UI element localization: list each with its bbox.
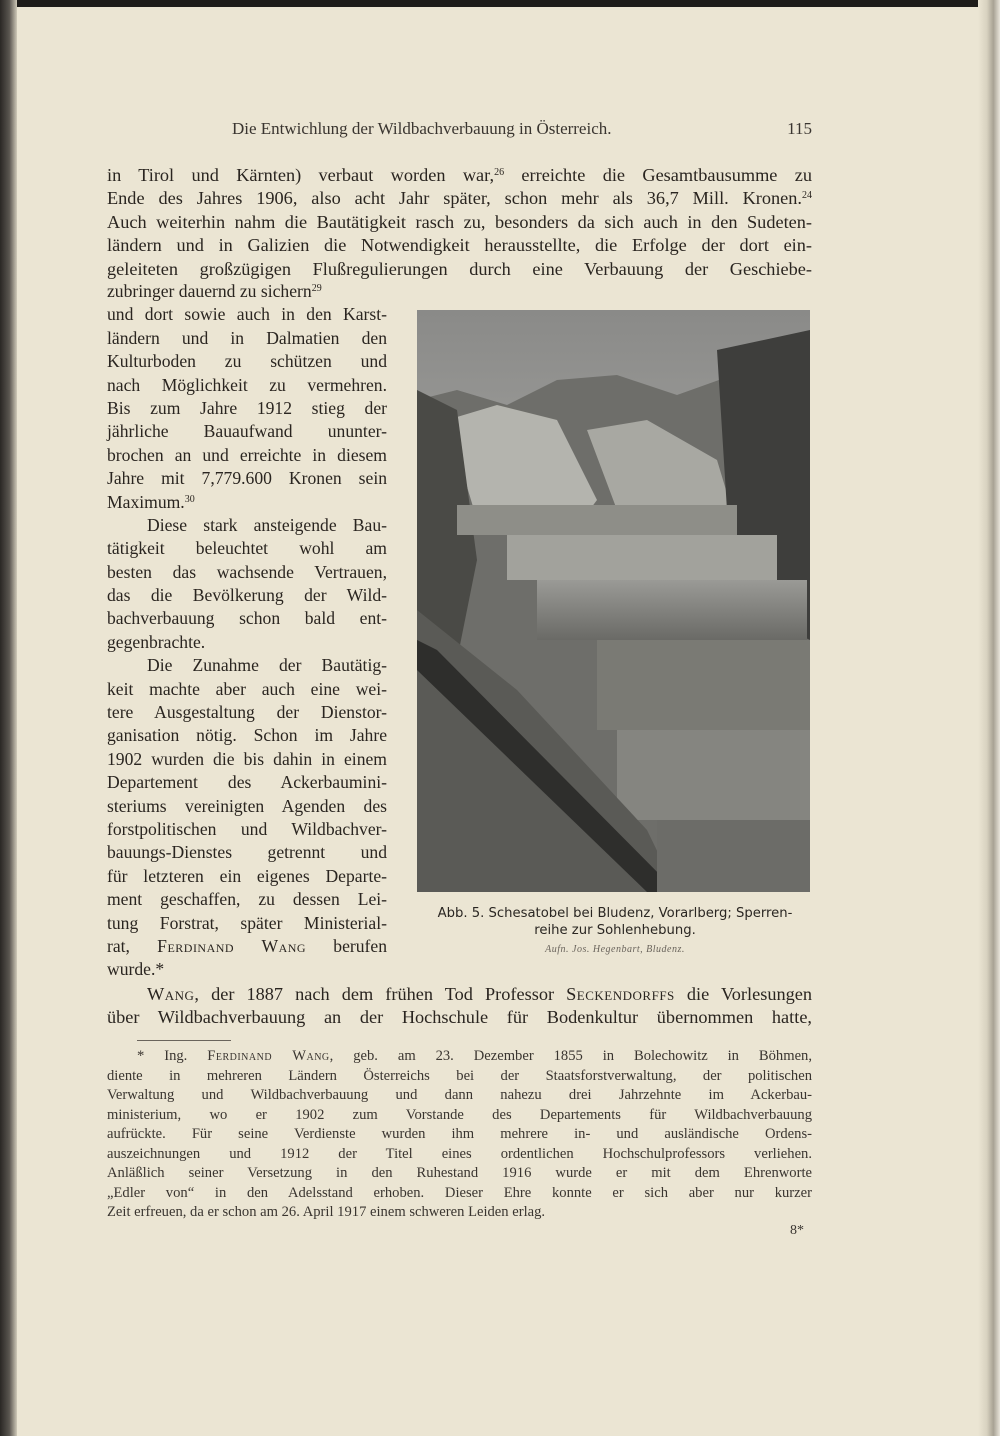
text-line — [107, 1047, 812, 1067]
footnote-ref: 30 — [184, 493, 195, 505]
caption-line-2: reihe zur Sohlenhebung. — [534, 923, 696, 938]
body-text-bottom — [107, 983, 812, 1030]
text-run: * Ing. — [137, 1048, 208, 1064]
text-line — [107, 350, 387, 373]
text-run: zubringer dauernd zu sichern — [107, 281, 312, 301]
text-line — [107, 584, 387, 607]
text-run: tung Forstrat, später Ministerial- — [107, 912, 387, 933]
text-line — [107, 280, 387, 303]
text-line — [107, 374, 387, 397]
text-run: berufen — [306, 935, 387, 956]
text-run: Zeit erfreuen, da er schon am 26. April 1917 einem schweren Leiden erlag. — [107, 1204, 546, 1220]
text-run: Diese stark ansteigende Bau- — [147, 514, 387, 535]
text-line — [107, 1125, 812, 1145]
text-run: Jahre mit 7,779.600 Kronen sein — [107, 468, 387, 489]
text-run: Verwaltung und Wildbachverbauung und dann nahezu drei Jahrzehnte im Ackerbau- — [107, 1087, 812, 1103]
body-text-top — [107, 164, 812, 281]
text-line — [107, 795, 387, 818]
photo-credit: Aufn. Jos. Hegenbart, Bludenz. — [545, 944, 685, 955]
text-line — [107, 983, 812, 1006]
footnote-ref: 24 — [802, 190, 812, 202]
text-line — [107, 865, 387, 888]
footnote-ref: 29 — [311, 283, 322, 294]
text-run: forstpolitischen und Wildbachver- — [107, 818, 387, 839]
text-line — [107, 514, 387, 537]
text-line — [107, 327, 387, 350]
caption-line-1: Abb. 5. Schesatobel bei Bludenz, Vorarlberg; Sperren- — [437, 906, 793, 921]
text-line — [107, 701, 387, 724]
text-run: bauungs-Dienstes getrennt und — [107, 842, 387, 863]
text-run: „Edler von“ in den Adelsstand erhoben. Dieser Ehre konnte er sich aber nur kurzer — [107, 1184, 812, 1201]
text-line — [107, 187, 812, 210]
text-line — [107, 1067, 812, 1087]
person-name: Ferdinand Wang — [157, 935, 307, 956]
text-line — [107, 631, 387, 654]
text-run: über Wildbachverbauung an der Hochschule für Bodenkultur übernommen hatte, — [107, 1007, 812, 1028]
text-line — [107, 771, 387, 794]
person-name: Ferdinand Wang — [207, 1048, 330, 1064]
text-line — [107, 912, 387, 935]
text-run: tere Ausgestaltung der Dienstor- — [107, 702, 387, 723]
text-run: tätigkeit beleuchtet wohl am — [107, 538, 387, 559]
running-header — [107, 119, 812, 141]
text-run: ländern und in Dalmatien den — [107, 327, 387, 348]
scan-edge-left — [0, 0, 17, 1436]
text-run: keit machte aber auch eine wei- — [107, 678, 387, 699]
text-line — [107, 678, 387, 701]
text-line — [107, 303, 387, 326]
text-run: steriums vereinigten Agenden des — [107, 795, 387, 816]
text-line — [107, 258, 812, 281]
text-line — [107, 1106, 812, 1126]
footnote-ref: 26 — [494, 167, 505, 178]
figure-caption — [405, 905, 825, 958]
text-line — [107, 561, 387, 584]
text-run: die Vorlesungen — [674, 984, 813, 1004]
text-run: Departement des Ackerbaumini- — [107, 772, 387, 793]
footnote — [107, 1047, 812, 1223]
text-run: , geb. am 23. Dezember 1855 in Bolechowitz in Böhmen, — [329, 1048, 812, 1064]
text-run: ment geschaffen, zu dessen Lei- — [107, 889, 387, 910]
scan-edge-top — [0, 0, 1000, 7]
body-text-column — [107, 280, 387, 982]
person-name: Wang — [147, 984, 195, 1004]
text-run: geleiteten großzügigen Flußregulierungen durch eine Verbauung der Geschiebe- — [107, 258, 812, 279]
text-line — [107, 724, 387, 747]
text-run: diente in mehreren Ländern Österreichs bei der Staatsforstverwaltung, der politischen — [107, 1067, 812, 1084]
text-line — [107, 1145, 812, 1165]
signature-mark: 8* — [790, 1223, 804, 1238]
text-run: Ende des Jahres 1906, also acht Jahr später, schon mehr als 36,7 Mill. Kronen. — [107, 188, 802, 209]
text-run: nach Möglichkeit zu vermehren. — [107, 374, 387, 395]
text-line — [107, 1164, 812, 1184]
text-run: jährliche Bauaufwand ununter- — [107, 421, 387, 442]
text-run: und dort sowie auch in den Karst- — [107, 304, 387, 325]
text-run: ministerium, wo er 1902 zum Vorstande des Departements für Wildbachverbauung — [107, 1106, 812, 1123]
text-line — [107, 491, 387, 514]
text-run: Maximum. — [107, 491, 185, 512]
text-line — [107, 444, 387, 467]
text-run: wurde.* — [107, 959, 165, 980]
text-run: brochen an und erreichte in diesem — [107, 444, 387, 465]
text-run: in Tirol und Kärnten) verbaut worden war, — [107, 165, 495, 185]
text-line — [107, 211, 812, 234]
text-line — [107, 748, 387, 771]
text-line — [107, 397, 387, 420]
photo-image — [417, 310, 810, 892]
text-run: bachverbauung schon bald ent- — [107, 608, 387, 629]
text-run: auszeichnungen und 1912 der Titel eines ordentlichen Hochschulprofessors verliehen. — [107, 1145, 812, 1162]
text-line — [107, 467, 387, 490]
text-run: Bis zum Jahre 1912 stieg der — [107, 397, 387, 418]
text-run: gegenbrachte. — [107, 631, 206, 652]
text-line — [107, 818, 387, 841]
text-run: aufrückte. Für seine Verdienste wurden ihm mehrere in- und ausländische Ordens- — [107, 1126, 812, 1142]
text-line — [107, 654, 387, 677]
scan-edge-right — [978, 0, 1000, 1436]
text-run: Anläßlich seiner Versetzung in den Ruhestand 1916 wurde er mit dem Ehrenworte — [107, 1165, 812, 1181]
text-run: Die Zunahme der Bautätig- — [147, 655, 387, 676]
text-line — [107, 841, 387, 864]
text-line — [107, 958, 387, 981]
text-run: erreichte die Gesamtbausumme zu — [504, 165, 812, 185]
text-line — [107, 1184, 812, 1204]
running-title: Die Entwichlung der Wildbachverbauung in Österreich. — [232, 119, 612, 138]
text-line — [107, 234, 812, 257]
text-run: das die Bevölkerung der Wild- — [107, 585, 387, 606]
person-name: Seckendorffs — [566, 984, 675, 1004]
text-run: besten das wachsende Vertrauen, — [107, 561, 387, 582]
text-run: Auch weiterhin nahm die Bautätigkeit rasch zu, besonders da sich auch in den Sudeten- — [107, 211, 812, 232]
text-run: 1902 wurden die bis dahin in einem — [107, 748, 387, 769]
text-line — [107, 164, 812, 187]
text-line — [107, 537, 387, 560]
footnote-divider — [137, 1040, 231, 1041]
text-run: ländern und in Galizien die Notwendigkeit herausstellte, die Erfolge der dort ein- — [107, 235, 812, 256]
text-line — [107, 935, 387, 958]
text-run: , der 1887 nach dem frühen Tod Professor — [194, 984, 567, 1004]
page-number: 115 — [787, 119, 812, 138]
text-run: rat, — [107, 935, 158, 956]
text-line — [107, 1203, 812, 1223]
text-line — [107, 420, 387, 443]
text-line — [107, 607, 387, 630]
text-run: für letzteren ein eigenes Departe- — [107, 865, 387, 886]
text-line — [107, 888, 387, 911]
text-run: Kulturboden zu schützen und — [107, 351, 387, 372]
figure-photo-schesatobel — [417, 310, 810, 892]
text-line — [107, 1086, 812, 1106]
text-run: ganisation nötig. Schon im Jahre — [107, 725, 387, 746]
text-line — [107, 1006, 812, 1029]
